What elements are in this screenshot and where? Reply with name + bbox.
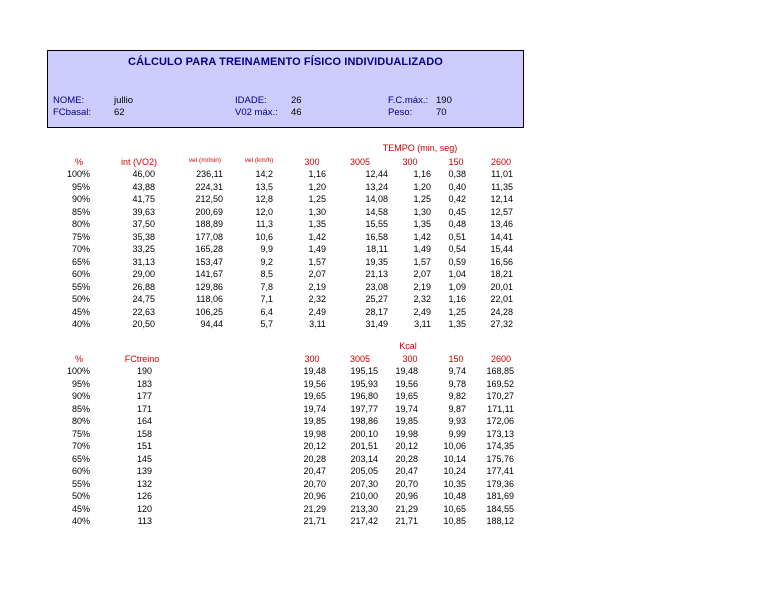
table1-cell: 0,51 xyxy=(448,231,466,242)
table1-header-cell: vel (km/h) xyxy=(244,157,274,164)
peso-value: 70 xyxy=(436,107,447,118)
table1-cell: 13,5 xyxy=(255,181,273,192)
table1-header-cell: 300 xyxy=(402,157,418,167)
table2-cell: 170,27 xyxy=(486,391,514,401)
table2-cell: 145 xyxy=(136,453,152,464)
peso-label: Peso: xyxy=(388,107,413,118)
table1-cell: 106,25 xyxy=(195,306,223,317)
table1-cell: 85% xyxy=(71,206,90,217)
table2-cell: 195,15 xyxy=(350,366,378,376)
table1-cell: 80% xyxy=(71,219,90,229)
table2-cell: 126 xyxy=(136,491,152,501)
table2-cell: 10,14 xyxy=(443,453,466,464)
table2-cell: 139 xyxy=(136,466,152,476)
table2-cell: 171,11 xyxy=(487,403,514,414)
table1-cell: 1,35 xyxy=(413,219,431,229)
table1-cell: 12,44 xyxy=(365,169,388,179)
table1-header-cell: 150 xyxy=(448,157,464,167)
table2-cell: 164 xyxy=(136,416,152,426)
table1-cell: 1,16 xyxy=(413,169,431,179)
table2-cell: 19,56 xyxy=(303,378,326,389)
table2-cell: 188,12 xyxy=(486,516,514,526)
table2-cell: 80% xyxy=(71,416,90,426)
table2-cell: 158 xyxy=(136,428,152,439)
table2-cell: 10,35 xyxy=(443,478,466,489)
table2-cell: 179,36 xyxy=(486,478,514,489)
table2-header-cell: % xyxy=(74,354,83,364)
table1-cell: 40% xyxy=(71,319,90,329)
table2-cell: 173,13 xyxy=(486,428,514,439)
table2-cell: 10,65 xyxy=(443,503,466,514)
table1-cell: 2,32 xyxy=(413,294,431,304)
table1-header-cell: % xyxy=(74,157,83,167)
table1-cell: 39,63 xyxy=(132,206,155,217)
table2-cell: 21,29 xyxy=(395,503,418,514)
table1-cell: 18,11 xyxy=(366,244,388,254)
table1-cell: 31,49 xyxy=(365,319,388,329)
table1-cell: 45% xyxy=(71,306,90,317)
table1-cell: 0,54 xyxy=(448,244,466,254)
table2-cell: 19,65 xyxy=(395,391,418,401)
table2-cell: 195,93 xyxy=(350,378,378,389)
table1-cell: 15,55 xyxy=(365,219,388,229)
table2-header-cell: FCtreino xyxy=(124,354,160,364)
kcal-group-header: Kcal xyxy=(399,341,417,351)
table2-cell: 20,12 xyxy=(395,441,418,451)
table2-cell: 151 xyxy=(136,441,152,451)
table1-cell: 129,86 xyxy=(195,281,223,292)
table1-cell: 11,35 xyxy=(491,181,513,192)
table1-cell: 10,6 xyxy=(255,231,273,242)
table1-cell: 2,49 xyxy=(413,306,431,317)
table2-cell: 90% xyxy=(71,391,90,401)
table2-cell: 75% xyxy=(71,428,90,439)
table2-cell: 177,41 xyxy=(486,466,514,476)
nome-label: NOME: xyxy=(53,95,85,106)
table2-cell: 19,74 xyxy=(303,403,326,414)
table1-cell: 153,47 xyxy=(195,256,223,267)
table1-header-cell: 300 xyxy=(304,157,320,167)
table2-header-cell: 3005 xyxy=(349,354,371,364)
table1-cell: 9,9 xyxy=(260,244,273,254)
table1-cell: 1,42 xyxy=(413,231,431,242)
table2-cell: 19,65 xyxy=(303,391,326,401)
table2-cell: 20,28 xyxy=(303,453,326,464)
table1-cell: 1,09 xyxy=(448,281,466,292)
table1-cell: 14,41 xyxy=(490,231,513,242)
fcbasal-value: 62 xyxy=(114,107,125,118)
table2-cell: 20,28 xyxy=(395,453,418,464)
table2-cell: 20,47 xyxy=(395,466,418,476)
table2-cell: 200,10 xyxy=(350,428,378,439)
table1-cell: 26,88 xyxy=(132,281,155,292)
table1-cell: 8,5 xyxy=(260,269,273,279)
table1-cell: 12,0 xyxy=(255,206,273,217)
table1-cell: 25,27 xyxy=(365,294,388,304)
table1-cell: 1,57 xyxy=(308,256,326,267)
table1-cell: 0,42 xyxy=(448,194,466,204)
table1-cell: 13,46 xyxy=(490,219,513,229)
tempo-group-header: TEMPO (min, seg) xyxy=(382,143,458,153)
table2-cell: 205,05 xyxy=(350,466,378,476)
vo2max-label: V02 máx.: xyxy=(235,107,278,118)
table1-cell: 1,49 xyxy=(308,244,326,254)
table2-cell: 19,85 xyxy=(303,416,326,426)
table1-cell: 11,3 xyxy=(256,219,273,229)
table2-cell: 70% xyxy=(71,441,90,451)
table2-cell: 201,51 xyxy=(350,441,378,451)
table2-cell: 174,35 xyxy=(486,441,514,451)
table2-cell: 21,71 xyxy=(303,516,326,526)
table1-cell: 12,14 xyxy=(490,194,513,204)
table1-cell: 212,50 xyxy=(195,194,223,204)
sheet-title: CÁLCULO PARA TREINAMENTO FÍSICO INDIVIDUALIZADO xyxy=(128,56,443,68)
table1-cell: 60% xyxy=(71,269,90,279)
table2-cell: 9,87 xyxy=(448,403,466,414)
table2-cell: 20,70 xyxy=(303,478,326,489)
table1-cell: 70% xyxy=(71,244,90,254)
table2-cell: 132 xyxy=(136,478,152,489)
table2-cell: 20,12 xyxy=(303,441,326,451)
table1-cell: 18,21 xyxy=(490,269,513,279)
table1-cell: 22,01 xyxy=(490,294,513,304)
table1-cell: 3,11 xyxy=(309,319,326,329)
table1-cell: 6,4 xyxy=(260,306,273,317)
vo2max-value: 46 xyxy=(291,107,302,118)
table2-cell: 19,48 xyxy=(303,366,326,376)
table1-cell: 55% xyxy=(71,281,90,292)
table2-cell: 169,52 xyxy=(486,378,514,389)
table1-cell: 1,35 xyxy=(308,219,326,229)
table1-header-cell: 2600 xyxy=(490,157,512,167)
table1-cell: 15,44 xyxy=(490,244,513,254)
table1-cell: 7,8 xyxy=(260,281,273,292)
table1-cell: 12,57 xyxy=(490,206,513,217)
table1-cell: 27,32 xyxy=(490,319,513,329)
table2-cell: 177 xyxy=(136,391,152,401)
table1-cell: 2,07 xyxy=(308,269,326,279)
table1-cell: 177,08 xyxy=(195,231,223,242)
table1-cell: 2,32 xyxy=(308,294,326,304)
table2-cell: 50% xyxy=(71,491,90,501)
idade-value: 26 xyxy=(291,95,302,106)
table1-cell: 28,17 xyxy=(365,306,388,317)
table1-cell: 90% xyxy=(71,194,90,204)
table2-cell: 171 xyxy=(136,403,152,414)
table1-cell: 118,06 xyxy=(196,294,223,304)
nome-value: jullio xyxy=(114,95,134,106)
table2-cell: 19,48 xyxy=(395,366,418,376)
table1-cell: 1,04 xyxy=(448,269,466,279)
table1-cell: 14,2 xyxy=(255,169,273,179)
table2-header-cell: 300 xyxy=(402,354,418,364)
table1-cell: 2,19 xyxy=(308,281,326,292)
table2-cell: 20,47 xyxy=(303,466,326,476)
table1-cell: 41,75 xyxy=(132,194,155,204)
table2-header-cell: 150 xyxy=(448,354,464,364)
idade-label: IDADE: xyxy=(235,95,267,106)
table2-cell: 10,85 xyxy=(443,516,466,526)
table1-cell: 43,88 xyxy=(132,181,155,192)
table2-cell: 19,98 xyxy=(395,428,418,439)
table2-cell: 65% xyxy=(71,453,90,464)
table1-cell: 24,75 xyxy=(132,294,155,304)
table2-cell: 10,24 xyxy=(443,466,466,476)
table1-cell: 1,25 xyxy=(413,194,431,204)
table1-cell: 236,11 xyxy=(196,169,223,179)
table1-cell: 0,40 xyxy=(448,181,466,192)
header-panel xyxy=(47,50,524,128)
table1-cell: 5,7 xyxy=(260,319,273,329)
table1-cell: 31,13 xyxy=(132,256,155,267)
table1-cell: 29,00 xyxy=(132,269,155,279)
table1-cell: 20,50 xyxy=(132,319,155,329)
table2-cell: 217,42 xyxy=(350,516,378,526)
table2-cell: 197,77 xyxy=(350,403,378,414)
table1-cell: 1,35 xyxy=(448,319,466,329)
table1-cell: 21,13 xyxy=(365,269,388,279)
table2-cell: 21,71 xyxy=(395,516,418,526)
table2-cell: 55% xyxy=(71,478,90,489)
table1-cell: 75% xyxy=(71,231,90,242)
table2-cell: 120 xyxy=(136,503,152,514)
table1-cell: 141,67 xyxy=(195,269,223,279)
table1-cell: 22,63 xyxy=(132,306,155,317)
table1-cell: 35,38 xyxy=(132,231,155,242)
table1-cell: 95% xyxy=(71,181,90,192)
table1-cell: 50% xyxy=(71,294,90,304)
table1-cell: 1,30 xyxy=(413,206,431,217)
table2-cell: 10,06 xyxy=(443,441,466,451)
table1-cell: 1,57 xyxy=(413,256,431,267)
table1-cell: 200,69 xyxy=(195,206,223,217)
fcmax-value: 190 xyxy=(436,95,452,106)
table2-cell: 172,06 xyxy=(486,416,514,426)
table2-cell: 20,96 xyxy=(303,491,326,501)
table1-cell: 1,20 xyxy=(413,181,431,192)
table2-cell: 213,30 xyxy=(350,503,378,514)
table1-cell: 9,2 xyxy=(260,256,273,267)
table2-cell: 9,78 xyxy=(448,378,466,389)
table1-cell: 24,28 xyxy=(490,306,513,317)
table1-cell: 11,01 xyxy=(491,169,513,179)
table1-cell: 0,38 xyxy=(448,169,466,179)
table2-cell: 196,80 xyxy=(350,391,378,401)
table1-cell: 13,24 xyxy=(365,181,388,192)
table1-cell: 224,31 xyxy=(195,181,223,192)
table2-cell: 175,76 xyxy=(486,453,514,464)
table2-cell: 19,85 xyxy=(395,416,418,426)
table1-cell: 1,16 xyxy=(448,294,466,304)
table1-cell: 0,59 xyxy=(448,256,466,267)
table2-cell: 113 xyxy=(137,516,152,526)
table1-cell: 1,42 xyxy=(308,231,326,242)
table1-cell: 20,01 xyxy=(490,281,513,292)
table1-cell: 1,20 xyxy=(308,181,326,192)
fcmax-label: F.C.máx.: xyxy=(388,95,429,106)
table2-cell: 210,00 xyxy=(350,491,378,501)
table1-cell: 1,25 xyxy=(448,306,466,317)
table1-cell: 188,89 xyxy=(195,219,223,229)
table1-cell: 14,58 xyxy=(365,206,388,217)
table2-cell: 203,14 xyxy=(350,453,378,464)
table1-cell: 33,25 xyxy=(132,244,155,254)
table1-cell: 2,19 xyxy=(413,281,431,292)
table1-cell: 1,16 xyxy=(308,169,326,179)
table2-cell: 9,93 xyxy=(448,416,466,426)
table2-cell: 198,86 xyxy=(350,416,378,426)
table2-cell: 40% xyxy=(71,516,90,526)
table1-header-cell: vel (m/min) xyxy=(188,157,222,164)
table1-cell: 65% xyxy=(71,256,90,267)
table1-cell: 14,08 xyxy=(365,194,388,204)
table1-cell: 23,08 xyxy=(365,281,388,292)
table2-cell: 9,74 xyxy=(448,366,466,376)
table2-cell: 19,98 xyxy=(303,428,326,439)
table2-cell: 85% xyxy=(71,403,90,414)
table1-cell: 1,25 xyxy=(308,194,326,204)
table1-cell: 94,44 xyxy=(200,319,223,329)
table2-cell: 20,96 xyxy=(395,491,418,501)
table1-cell: 37,50 xyxy=(132,219,155,229)
table2-cell: 10,48 xyxy=(443,491,466,501)
table2-cell: 45% xyxy=(71,503,90,514)
table1-cell: 19,35 xyxy=(365,256,388,267)
table2-cell: 184,55 xyxy=(486,503,514,514)
table1-cell: 16,58 xyxy=(365,231,388,242)
table1-cell: 0,45 xyxy=(448,206,466,217)
table2-cell: 95% xyxy=(71,378,90,389)
table2-cell: 21,29 xyxy=(303,503,326,514)
table1-cell: 46,00 xyxy=(132,169,155,179)
table2-cell: 190 xyxy=(136,366,152,376)
table2-cell: 100% xyxy=(66,366,90,376)
table2-cell: 9,82 xyxy=(448,391,466,401)
table1-cell: 3,11 xyxy=(414,319,431,329)
table1-cell: 16,56 xyxy=(490,256,513,267)
fcbasal-label: FCbasal: xyxy=(53,107,92,118)
table1-cell: 100% xyxy=(66,169,90,179)
table1-cell: 165,28 xyxy=(195,244,223,254)
table2-cell: 207,30 xyxy=(350,478,378,489)
table1-cell: 2,07 xyxy=(413,269,431,279)
table1-cell: 1,30 xyxy=(308,206,326,217)
table2-cell: 183 xyxy=(136,378,152,389)
table1-header-cell: 3005 xyxy=(349,157,371,167)
table1-cell: 2,49 xyxy=(308,306,326,317)
table1-header-cell: int (VO2) xyxy=(120,157,157,167)
table2-cell: 9,99 xyxy=(448,428,466,439)
table2-cell: 20,70 xyxy=(395,478,418,489)
table1-cell: 7,1 xyxy=(260,294,273,304)
table2-cell: 181,69 xyxy=(486,491,514,501)
table2-cell: 168,85 xyxy=(486,366,514,376)
table2-cell: 60% xyxy=(71,466,90,476)
table2-cell: 19,74 xyxy=(395,403,418,414)
table2-header-cell: 2600 xyxy=(490,354,512,364)
table2-header-cell: 300 xyxy=(304,354,320,364)
table1-cell: 0,48 xyxy=(448,219,466,229)
table1-cell: 12,8 xyxy=(255,194,273,204)
table2-cell: 19,56 xyxy=(395,378,418,389)
table1-cell: 1,49 xyxy=(413,244,431,254)
